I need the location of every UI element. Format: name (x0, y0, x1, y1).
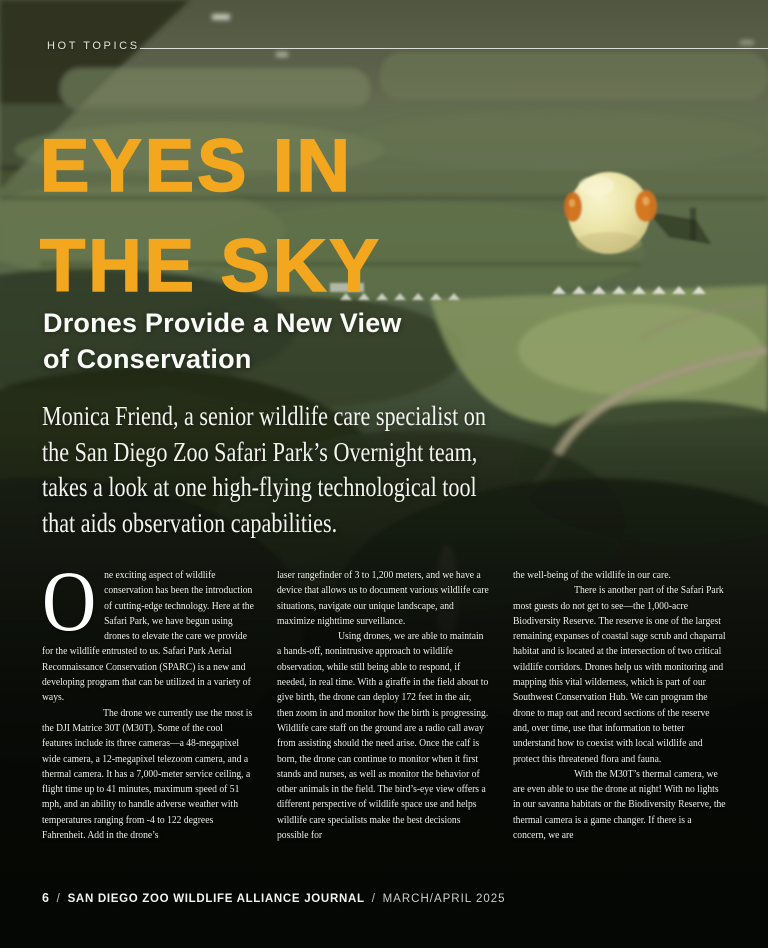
body-column-2 (277, 568, 490, 892)
footer-separator: / (56, 893, 61, 905)
issue-date: MARCH/APRIL 2025 (382, 893, 506, 905)
distant-building (212, 14, 230, 20)
balloon-orange-patch-left (564, 192, 582, 222)
drop-cap: O (42, 568, 97, 649)
article-subtitle (43, 305, 402, 377)
balloon-orange-patch-right (635, 190, 657, 222)
paragraph: laser rangefinder of 3 to 1,200 meters, and we have a device that allows us to document various wildlife care situations, navigate our unique landscape, and maximize nighttime surveillance. (277, 569, 489, 627)
page-footer (42, 891, 506, 905)
paragraph (42, 568, 255, 706)
journal-title: SAN DIEGO ZOO WILDLIFE ALLIANCE JOURNAL (67, 893, 365, 905)
section-kicker: HOT TOPICS (47, 40, 140, 52)
intro-line: takes a look at one high-flying technological tool (42, 472, 477, 502)
subtitle-line-2: of Conservation (43, 344, 252, 374)
article-title (40, 116, 382, 316)
intro-line: Monica Friend, a senior wildlife care specialist on (42, 401, 486, 431)
title-line-1: EYES IN (40, 124, 353, 207)
title-line-2: THE SKY (40, 224, 382, 307)
intro-line: the San Diego Zoo Safari Park’s Overnight team, (42, 436, 478, 467)
paragraph: the well-being of the wildlife in our care. (513, 569, 671, 581)
paragraph: Using drones, we are able to maintain a hands-off, nonintrusive approach to wildlife observation, while still being able to respond, if needed, in real time. With a giraffe in the field about to give birth, the drone can deploy 172 feet in the air, then zoom in and monitor how the birth is progressing. Wildlife care staff on the ground are a radio call away from assisting should the need arise. Once the calf is born, the drone can continue to monitor when it first stands and nurses, as well as monitor the behavior of other animals in the field. The bird’s-eye view offers a different perspective of wildlife space use and helps wildlife care specialists make the best decisions possible for (277, 630, 489, 842)
subtitle-line-1: Drones Provide a New View (43, 308, 402, 338)
page-number: 6 (42, 891, 50, 905)
article-intro (42, 399, 486, 541)
paragraph: With the M30T’s thermal camera, we are even able to use the drone at night! With no lights in our savanna habitats or the Biodiversity Reserve, the thermal camera is a game changer. If there is a concern, we are (513, 767, 726, 842)
paragraph: The drone we currently use the most is the DJI Matrice 30T (M30T). Some of the cool features include its three cameras—a 48-megapixel wide camera, a 12-megapixel telezoom camera, and a thermal camera. It has a 7,000-meter service ceiling, a flight time up to 41 minutes, maximum speed of 51 mph, and an ability to handle adverse weather with temperatures ranging from -4 to 122 degrees Fahrenheit. Add in the drone’s (42, 706, 253, 842)
paragraph: There is another part of the Safari Park most guests do not get to see—the 1,000-acre Biodiversity Reserve. The reserve is one of the largest remaining expanses of coastal sage scrub and chaparral habitat and is located at the intersection of two critical wildlife corridors. Drones help us with monitoring and mapping this vital wilderness, which is part of our Southwest Conservation Hub. We can program the drone to map out and record sections of the reserve and, over time, use that information to better understand how to coexist with local wildlife and protect this threatened flora and fauna. (513, 584, 726, 765)
kicker-rule (140, 48, 768, 49)
intro-line: that aids observation capabilities. (42, 507, 338, 538)
paragraph-text: ne exciting aspect of wildlife conservation has been the introduction of cutting-edge technology. Here at the Safari Park, we have begun using drones to elevate the care we provide for the wildlife entrusted to us. Safari Park Aerial Reconnaissance Conservation (SPARC) is a new and developing program that can be utilized in a variety of ways. (42, 569, 254, 704)
body-column-1 (42, 568, 255, 892)
body-column-3 (513, 568, 726, 892)
footer-separator: / (371, 893, 376, 905)
